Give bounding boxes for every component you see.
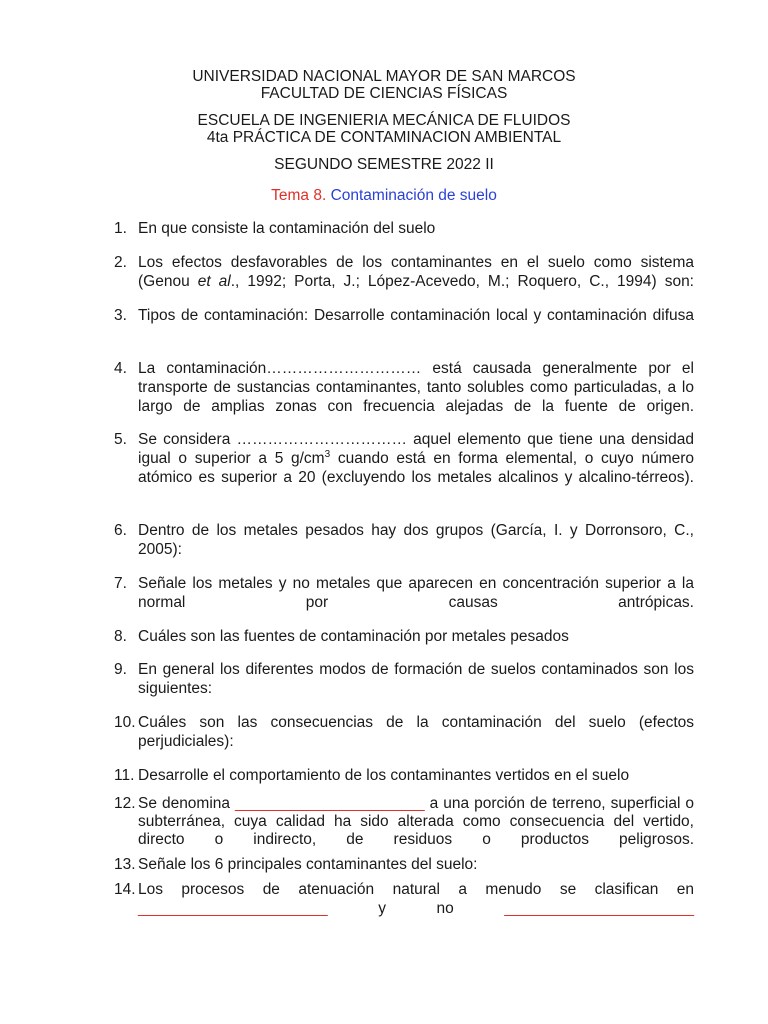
question-10 <box>114 713 694 770</box>
answer-blank: ______________________ <box>235 795 425 812</box>
question-number: 2. <box>114 254 127 271</box>
question-number: 3. <box>114 307 127 324</box>
question-1 <box>114 219 694 238</box>
question-13 <box>114 855 694 874</box>
answer-blank-2: ______________________ <box>504 900 694 917</box>
question-9 <box>114 660 694 717</box>
question-number: 10. <box>114 714 136 731</box>
practice-title: 4ta PRÁCTICA DE CONTAMINACION AMBIENTAL <box>206 129 562 146</box>
question-number: 4. <box>114 360 127 377</box>
faculty-name: FACULTAD DE CIENCIAS FÍSICAS <box>260 85 508 102</box>
question-14 <box>114 880 694 937</box>
question-number: 11. <box>114 767 135 784</box>
topic-title: Contaminación de suelo <box>330 187 497 204</box>
question-text: Cuáles son las fuentes de contaminación por metales pesados <box>138 628 569 645</box>
question-number: 7. <box>114 575 127 592</box>
question-3 <box>114 306 694 344</box>
question-text: Desarrolle el comportamiento de los contaminantes vertidos en el suelo <box>138 767 630 784</box>
topic-heading <box>0 187 768 205</box>
semester-label: SEGUNDO SEMESTRE 2022 II <box>274 156 494 173</box>
question-8 <box>114 627 694 646</box>
question-text: Se denomina ______________________ a una porción de terreno, superficial o subterránea, cuya calidad ha sido alterada como consecuencia del vertido, directo o indirecto, de residuos o productos peligrosos. <box>138 795 694 848</box>
question-number: 6. <box>114 522 127 539</box>
question-11 <box>114 766 694 785</box>
question-text: Señale los 6 principales contaminantes del suelo: <box>138 856 478 873</box>
question-text: La contaminación………………………… está causada generalmente por el transporte de sustancias contaminantes, tanto solubles como particuladas, a lo largo de amplias zonas con frecuencia alejadas de la fuente de origen. <box>138 360 694 415</box>
question-text: Dentro de los metales pesados hay dos grupos (García, I. y Dorronsoro, C., 2005): <box>138 522 694 558</box>
answer-blank-1: ______________________ <box>138 900 328 917</box>
university-name: UNIVERSIDAD NACIONAL MAYOR DE SAN MARCOS <box>192 68 576 85</box>
document-header <box>0 0 768 173</box>
school-name: ESCUELA DE INGENIERIA MECÁNICA DE FLUIDOS <box>197 112 571 129</box>
question-6 <box>114 521 694 578</box>
question-text: En que consiste la contaminación del suelo <box>138 220 436 237</box>
question-text: Se considera …………………………… aquel elemento que tiene una densidad igual o superior a 5 $g/cm^3$ cuando está en forma elemental, o cuyo número atómico es superior a 20 (excluyendo los metales alcalinos y alcalino-térreos). <box>138 431 695 486</box>
question-5 <box>114 430 694 506</box>
question-text: Señale los metales y no metales que aparecen en concentración superior a la normal por causas antrópicas. <box>138 575 694 611</box>
question-text: Cuáles son las consecuencias de la contaminación del suelo (efectos perjudiciales): <box>138 714 694 750</box>
question-text: Los procesos de atenuación natural a menudo se clasifican en ______________________ y no ______________________ <box>138 881 694 917</box>
topic-label: Tema 8. <box>271 187 327 204</box>
question-text: Tipos de contaminación: Desarrolle contaminación local y contaminación difusa <box>138 307 694 324</box>
question-2 <box>114 253 694 310</box>
question-text: En general los diferentes modos de formación de suelos contaminados son los siguientes: <box>138 661 694 697</box>
question-number: 14. <box>114 881 136 898</box>
question-4 <box>114 359 694 435</box>
question-number: 5. <box>114 431 127 448</box>
question-number: 1. <box>114 220 127 237</box>
question-number: 12. <box>114 795 136 812</box>
question-number: 13. <box>114 856 136 873</box>
question-number: 8. <box>114 628 127 645</box>
question-7 <box>114 574 694 631</box>
question-text: Los efectos desfavorables de los contaminantes en el suelo como sistema (Genou et al., 1992; Porta, J.; López-Acevedo, M.; Roquero, C., 1994) son: <box>138 254 694 290</box>
question-number: 9. <box>114 661 127 678</box>
